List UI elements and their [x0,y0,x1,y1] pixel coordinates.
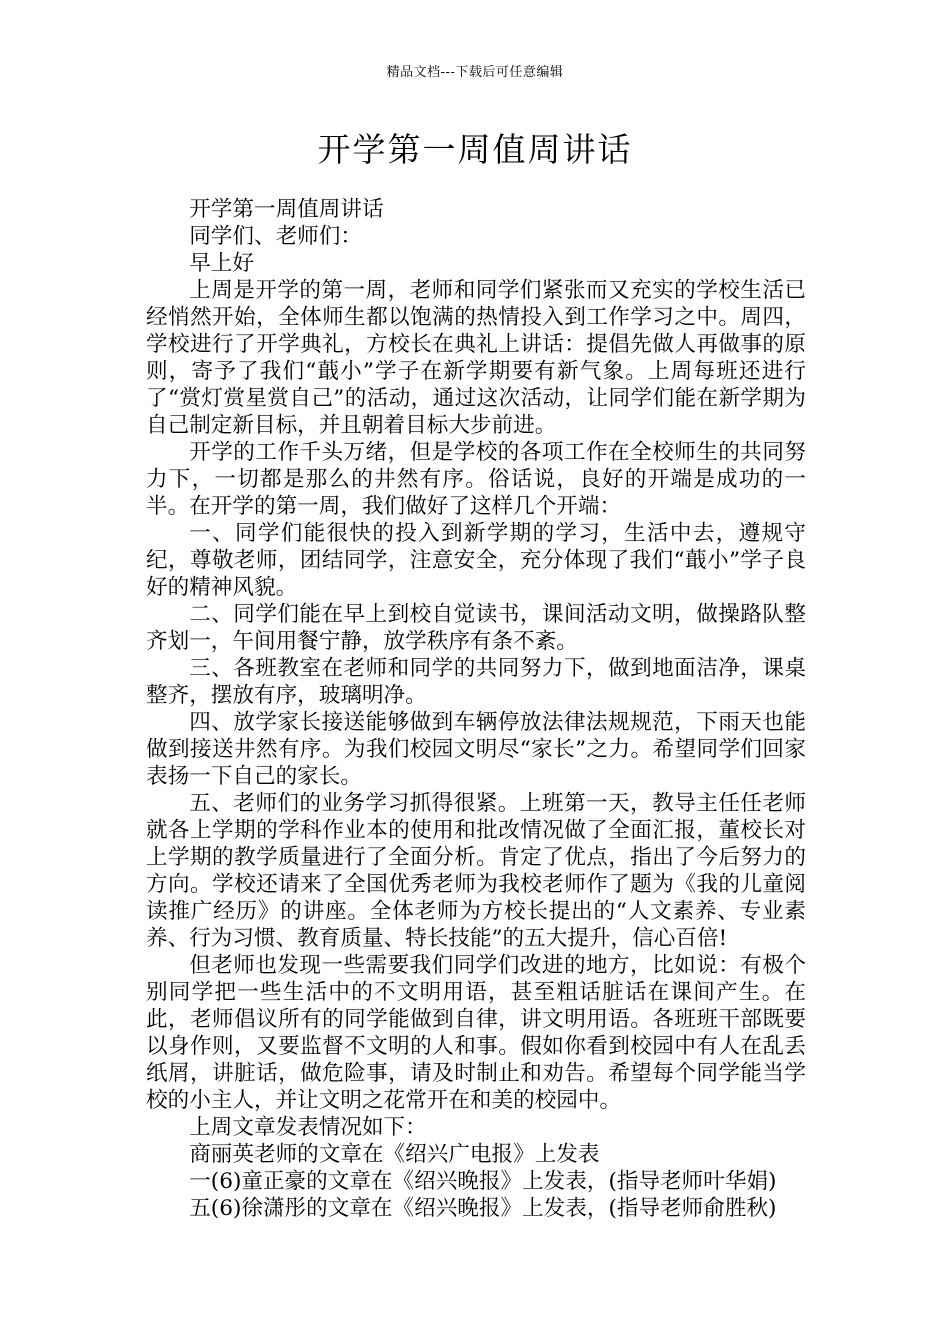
paragraph: 上周是开学的第一周，老师和同学们紧张而又充实的学校生活已经悄然开始，全体师生都以饱满的热情投入到工作学习之中。周四，学校进行了开学典礼，方校长在典礼上讲话：提倡先做人再做事的原则，寄予了我们“蕺小”学子在新学期要有新气象。上周每班还进行了“赏灯赏星赏自己”的活动，通过这次活动，让同学们能在新学期为自己制定新目标，并且朝着目标大步前进。 [146,278,806,438]
paragraph: 三、各班教室在老师和同学的共同努力下，做到地面洁净，课桌整齐，摆放有序，玻璃明净。 [146,656,806,708]
document-title: 开学第一周值周讲话 [317,130,633,169]
paragraph: 上周文章发表情况如下： [189,1115,427,1140]
paragraph: 同学们、老师们： [189,224,362,249]
paragraph: 早上好 [189,251,254,276]
paragraph: 商丽英老师的文章在《绍兴广电报》上发表 [189,1142,600,1167]
paragraph: 五、老师们的业务学习抓得很紧。上班第一天，教导主任任老师就各上学期的学科作业本的使用和批改情况做了全面汇报，董校长对上学期的教学质量进行了全面分析。肯定了优点，指出了今后努力的方向。学校还请来了全国优秀老师为我校老师作了题为《我的儿童阅读推广经历》的讲座。全体老师为方校长提出的“人文素养、专业素养、行为习惯、教育质量、特长技能”的五大提升，信心百倍! [146,791,806,951]
document-body [146,196,806,1222]
paragraph: 但老师也发现一些需要我们同学们改进的地方，比如说：有极个别同学把一些生活中的不文明用语，甚至粗话脏话在课间产生。在此，老师倡议所有的同学能做到自律，讲文明用语。各班班干部既要以身作则，又要监督不文明的人和事。假如你看到校园中有人在乱丢纸屑，讲脏话，做危险事，请及时制止和劝告。希望每个同学能当学校的小主人，并让文明之花常开在和美的校园中。 [146,953,806,1113]
paragraph: 一(6)童正豪的文章在《绍兴晚报》上发表，(指导老师叶华娟) [189,1169,777,1194]
paragraph: 四、放学家长接送能够做到车辆停放法律法规规范，下雨天也能做到接送井然有序。为我们校园文明尽“家长”之力。希望同学们回家表扬一下自己的家长。 [146,710,806,789]
paragraph: 二、同学们能在早上到校自觉读书，课间活动文明，做操路队整齐划一，午间用餐宁静，放学秩序有条不紊。 [146,602,806,654]
paragraph: 一、同学们能很快的投入到新学期的学习，生活中去，遵规守纪，尊敬老师，团结同学，注意安全，充分体现了我们“蕺小”学子良好的精神风貌。 [146,521,806,600]
page-header: 精品文档---下载后可任意编辑 [386,65,564,80]
paragraph: 开学的工作千头万绪，但是学校的各项工作在全校师生的共同努力下，一切都是那么的井然有序。俗话说，良好的开端是成功的一半。在开学的第一周，我们做好了这样几个开端： [146,440,806,519]
paragraph: 开学第一周值周讲话 [189,197,384,222]
paragraph: 五(6)徐潇彤的文章在《绍兴晚报》上发表，(指导老师俞胜秋) [189,1196,777,1221]
